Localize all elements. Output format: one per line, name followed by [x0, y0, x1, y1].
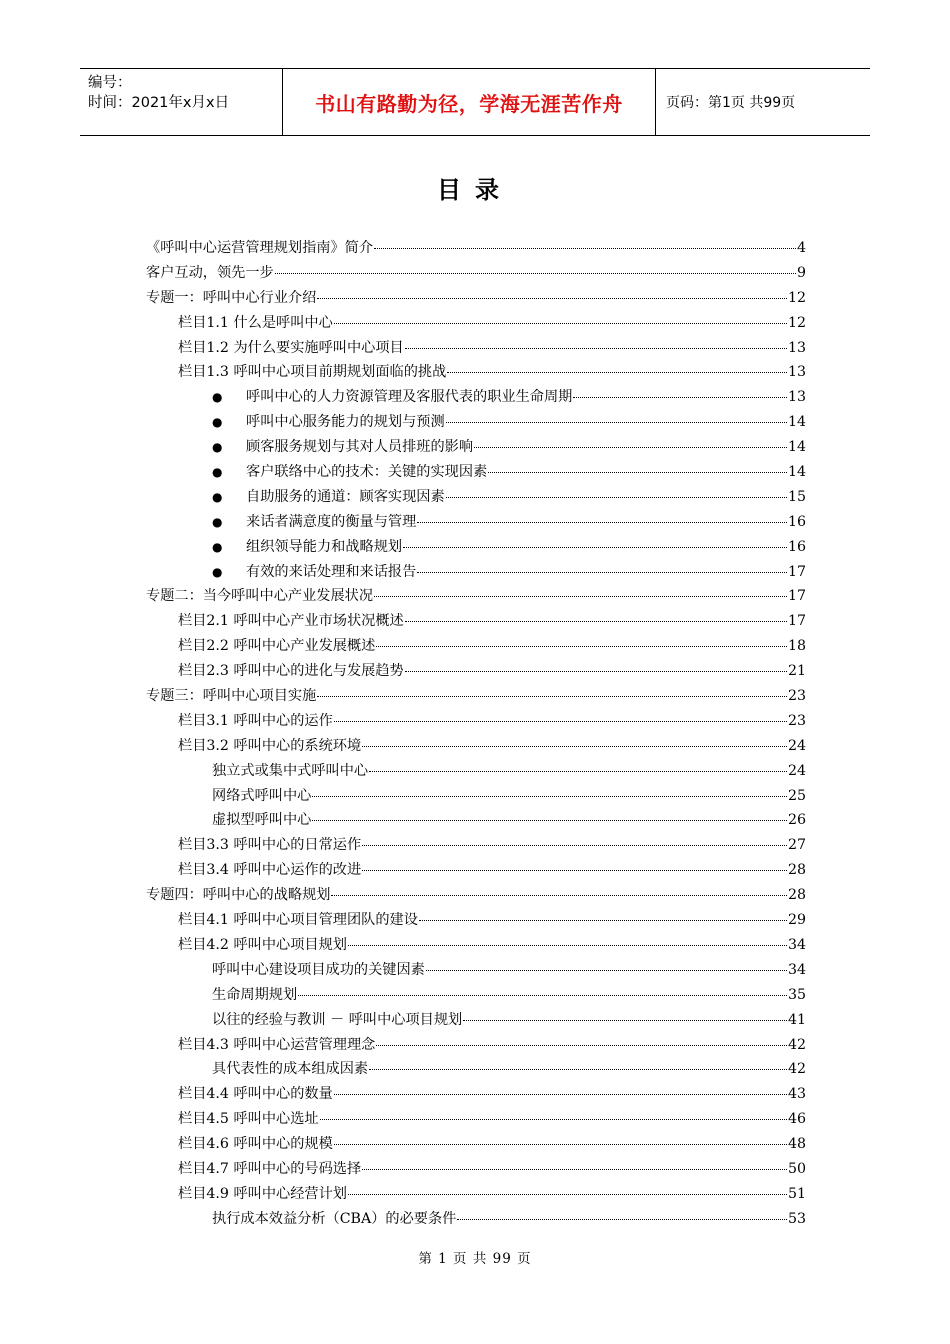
toc-leader-dots: [320, 1107, 787, 1120]
toc-leader-dots: [362, 858, 787, 871]
toc-entry-page: 4: [796, 240, 806, 256]
toc-leader-dots: [317, 286, 787, 299]
toc-entry-title: 栏目3.2 呼叫中心的系统环境: [178, 737, 362, 754]
toc-entry[interactable]: [146, 261, 806, 286]
toc-leader-dots: [334, 709, 787, 722]
toc-leader-dots: [488, 460, 787, 473]
toc-entry-page: 28: [787, 887, 806, 904]
toc-entry-page: 34: [787, 936, 806, 953]
page-footer: 第 1 页 共 99 页: [418, 1251, 532, 1267]
toc-entry-title: 呼叫中心服务能力的规划与预测: [246, 414, 445, 431]
toc-entry-page: 15: [787, 488, 806, 505]
toc-entry-title: 具代表性的成本组成因素: [212, 1061, 369, 1078]
toc-entry-title: 独立式或集中式呼叫中心: [212, 762, 369, 779]
toc-entry-page: 21: [787, 663, 806, 680]
toc-entry-title: 来话者满意度的衡量与管理: [246, 513, 417, 530]
toc-entry[interactable]: [146, 833, 806, 858]
toc-leader-dots: [275, 261, 796, 274]
toc-entry-page: 51: [787, 1185, 806, 1202]
toc-leader-dots: [446, 410, 787, 423]
toc-entry[interactable]: [146, 1033, 806, 1058]
toc-entry[interactable]: [146, 560, 806, 585]
toc-leader-dots: [374, 236, 796, 249]
toc-entry-page: 28: [787, 862, 806, 879]
toc-leader-dots: [369, 759, 787, 772]
toc-entry-page: 13: [787, 364, 806, 381]
toc-leader-dots: [362, 833, 787, 846]
toc-entry-title: 专题一：呼叫中心行业介绍: [146, 289, 317, 306]
toc-entry-page: 12: [787, 314, 806, 331]
toc-entry[interactable]: [146, 1057, 806, 1082]
toc-entry[interactable]: [146, 1107, 806, 1132]
toc-entry-page: 41: [787, 1011, 806, 1028]
toc-leader-dots: [405, 659, 787, 672]
toc-entry-title: 虚拟型呼叫中心: [212, 812, 312, 829]
toc-leader-dots: [405, 336, 787, 349]
toc-leader-dots: [405, 609, 787, 622]
toc-entry[interactable]: [146, 286, 806, 311]
toc-entry-title: 呼叫中心的人力资源管理及客服代表的职业生命周期: [246, 389, 573, 406]
toc-entry[interactable]: [146, 659, 806, 684]
toc-entry-title: 栏目4.1 呼叫中心项目管理团队的建设: [178, 912, 418, 929]
toc-entry[interactable]: [146, 759, 806, 784]
toc-leader-dots: [348, 933, 787, 946]
toc-leader-dots: [312, 808, 787, 821]
toc-leader-dots: [334, 1082, 787, 1095]
toc-entry-page: 25: [787, 787, 806, 804]
toc-entry-title: 栏目3.4 呼叫中心运作的改进: [178, 862, 362, 879]
toc-entry[interactable]: [146, 1082, 806, 1107]
bullet-icon: ●: [212, 564, 223, 579]
toc-entry-title: 栏目3.3 呼叫中心的日常运作: [178, 837, 362, 854]
toc-entry-title: 自助服务的通道：顾客实现因素: [246, 488, 445, 505]
toc-entry-page: 24: [787, 762, 806, 779]
bullet-icon: ●: [212, 415, 223, 430]
toc-entry-page: 24: [787, 737, 806, 754]
toc-entry[interactable]: [146, 808, 806, 833]
toc-leader-dots: [331, 883, 786, 896]
toc-entry-title: 专题二：当今呼叫中心产业发展状况: [146, 588, 374, 605]
toc-entry[interactable]: [146, 1207, 806, 1232]
toc-leader-dots: [376, 634, 787, 647]
toc-entry-title: 栏目4.3 呼叫中心运营管理理念: [178, 1036, 376, 1053]
toc-entry-title: 栏目2.1 呼叫中心产业市场状况概述: [178, 613, 404, 630]
toc-leader-dots: [417, 510, 787, 523]
toc-leader-dots: [426, 958, 787, 971]
toc-entry[interactable]: [146, 734, 806, 759]
toc-entry-page: 23: [787, 712, 806, 729]
toc-entry[interactable]: [146, 709, 806, 734]
toc-entry[interactable]: [146, 908, 806, 933]
toc-entry-page: 16: [787, 538, 806, 555]
toc-leader-dots: [348, 1182, 787, 1195]
toc-entry[interactable]: [146, 236, 806, 261]
toc-entry[interactable]: [146, 311, 806, 336]
toc-entry-page: 14: [787, 439, 806, 456]
toc-entry-page: 42: [787, 1036, 806, 1053]
toc-entry[interactable]: [146, 858, 806, 883]
toc-entry-page: 23: [787, 688, 806, 705]
table-of-contents: [146, 236, 806, 1232]
toc-entry-page: 35: [787, 986, 806, 1003]
toc-leader-dots: [374, 584, 787, 597]
toc-entry-page: 16: [787, 513, 806, 530]
toc-entry-page: 18: [787, 638, 806, 655]
bullet-icon: ●: [212, 440, 223, 455]
document-number-label: 编号：: [88, 75, 132, 91]
toc-entry-page: 43: [787, 1086, 806, 1103]
toc-entry[interactable]: [146, 584, 806, 609]
bullet-icon: ●: [212, 514, 223, 529]
toc-entry-title: 栏目3.1 呼叫中心的运作: [178, 712, 333, 729]
toc-entry-page: 17: [787, 563, 806, 580]
document-time-label: 时间：2021年x月x日: [88, 95, 230, 111]
toc-leader-dots: [369, 1057, 787, 1070]
toc-entry-title: 以往的经验与教训 － 呼叫中心项目规划: [212, 1011, 463, 1028]
toc-entry-page: 46: [787, 1111, 806, 1128]
toc-leader-dots: [403, 535, 787, 548]
toc-entry-title: 客户联络中心的技术：关键的实现因素: [246, 464, 488, 481]
toc-leader-dots: [457, 1207, 787, 1220]
toc-entry[interactable]: [146, 1008, 806, 1033]
toc-leader-dots: [573, 385, 787, 398]
toc-entry-page: 48: [787, 1136, 806, 1153]
toc-entry-title: 专题三：呼叫中心项目实施: [146, 688, 317, 705]
toc-entry-title: 栏目4.2 呼叫中心项目规划: [178, 936, 347, 953]
toc-entry-page: 12: [787, 289, 806, 306]
toc-entry-page: 13: [787, 339, 806, 356]
toc-entry-title: 栏目1.1 什么是呼叫中心: [178, 314, 333, 331]
toc-entry-title: 客户互动，领先一步: [146, 264, 274, 281]
toc-leader-dots: [447, 360, 787, 373]
toc-entry-page: 17: [787, 588, 806, 605]
toc-entry-title: 专题四：呼叫中心的战略规划: [146, 887, 331, 904]
toc-leader-dots: [474, 435, 787, 448]
toc-entry[interactable]: [146, 435, 806, 460]
toc-entry[interactable]: [146, 460, 806, 485]
toc-entry-title: 网络式呼叫中心: [212, 787, 312, 804]
toc-entry[interactable]: [146, 1182, 806, 1207]
page-header: [80, 68, 870, 136]
toc-entry[interactable]: [146, 485, 806, 510]
toc-entry-page: 26: [787, 812, 806, 829]
toc-leader-dots: [298, 983, 787, 996]
toc-leader-dots: [376, 1033, 787, 1046]
toc-entry-page: 14: [787, 464, 806, 481]
toc-leader-dots: [312, 784, 787, 797]
toc-leader-dots: [362, 1157, 787, 1170]
bullet-icon: ●: [212, 539, 223, 554]
toc-entry-page: 34: [787, 961, 806, 978]
toc-entry-title: 栏目2.3 呼叫中心的进化与发展趋势: [178, 663, 404, 680]
toc-entry-page: 27: [787, 837, 806, 854]
bullet-icon: ●: [212, 390, 223, 405]
toc-entry-title: 顾客服务规划与其对人员排班的影响: [246, 439, 474, 456]
toc-entry-title: 栏目4.7 呼叫中心的号码选择: [178, 1160, 362, 1177]
toc-entry-page: 14: [787, 414, 806, 431]
toc-entry-title: 栏目4.6 呼叫中心的规模: [178, 1136, 333, 1153]
toc-entry-page: 50: [787, 1160, 806, 1177]
page-title: 目录: [437, 176, 513, 204]
toc-entry[interactable]: [146, 1157, 806, 1182]
toc-entry[interactable]: [146, 360, 806, 385]
toc-leader-dots: [334, 1132, 787, 1145]
toc-leader-dots: [463, 1008, 787, 1021]
toc-entry-page: 9: [796, 264, 806, 281]
header-motto: 书山有路勤为径，学海无涯苦作舟: [282, 69, 656, 135]
toc-entry[interactable]: [146, 983, 806, 1008]
toc-entry-title: 呼叫中心建设项目成功的关键因素: [212, 961, 425, 978]
header-meta: [80, 69, 282, 135]
toc-entry-page: 42: [787, 1061, 806, 1078]
toc-entry-title: 栏目4.4 呼叫中心的数量: [178, 1086, 333, 1103]
toc-entry-page: 29: [787, 912, 806, 929]
toc-entry-title: 有效的来话处理和来话报告: [246, 563, 417, 580]
toc-entry-title: 组织领导能力和战略规划: [246, 538, 403, 555]
toc-entry[interactable]: [146, 958, 806, 983]
toc-entry[interactable]: [146, 385, 806, 410]
toc-entry[interactable]: [146, 535, 806, 560]
toc-entry[interactable]: [146, 933, 806, 958]
toc-entry-title: 栏目4.9 呼叫中心经营计划: [178, 1185, 347, 1202]
toc-entry-title: 栏目2.2 呼叫中心产业发展概述: [178, 638, 376, 655]
toc-entry-page: 53: [787, 1210, 806, 1227]
toc-entry[interactable]: [146, 784, 806, 809]
toc-entry[interactable]: [146, 883, 806, 908]
toc-entry[interactable]: [146, 634, 806, 659]
toc-entry-title: 栏目1.3 呼叫中心项目前期规划面临的挑战: [178, 364, 447, 381]
toc-leader-dots: [446, 485, 787, 498]
bullet-icon: ●: [212, 465, 223, 480]
toc-entry-title: 生命周期规划: [212, 986, 298, 1003]
toc-leader-dots: [317, 684, 787, 697]
toc-entry-title: 执行成本效益分析（CBA）的必要条件: [212, 1210, 457, 1227]
toc-entry-title: 《呼叫中心运营管理规划指南》简介: [146, 240, 374, 256]
bullet-icon: ●: [212, 489, 223, 504]
toc-leader-dots: [419, 908, 787, 921]
toc-entry[interactable]: [146, 684, 806, 709]
toc-entry[interactable]: [146, 1132, 806, 1157]
toc-entry-page: 17: [787, 613, 806, 630]
toc-leader-dots: [334, 311, 787, 324]
toc-entry-page: 13: [787, 389, 806, 406]
toc-entry[interactable]: [146, 609, 806, 634]
toc-entry-title: 栏目1.2 为什么要实施呼叫中心项目: [178, 339, 404, 356]
toc-entry[interactable]: [146, 410, 806, 435]
toc-entry[interactable]: [146, 336, 806, 361]
toc-entry[interactable]: [146, 510, 806, 535]
toc-entry-title: 栏目4.5 呼叫中心选址: [178, 1111, 319, 1128]
header-page-info: 页码：第1页 共99页: [666, 95, 796, 111]
toc-leader-dots: [417, 560, 787, 573]
toc-leader-dots: [362, 734, 787, 747]
